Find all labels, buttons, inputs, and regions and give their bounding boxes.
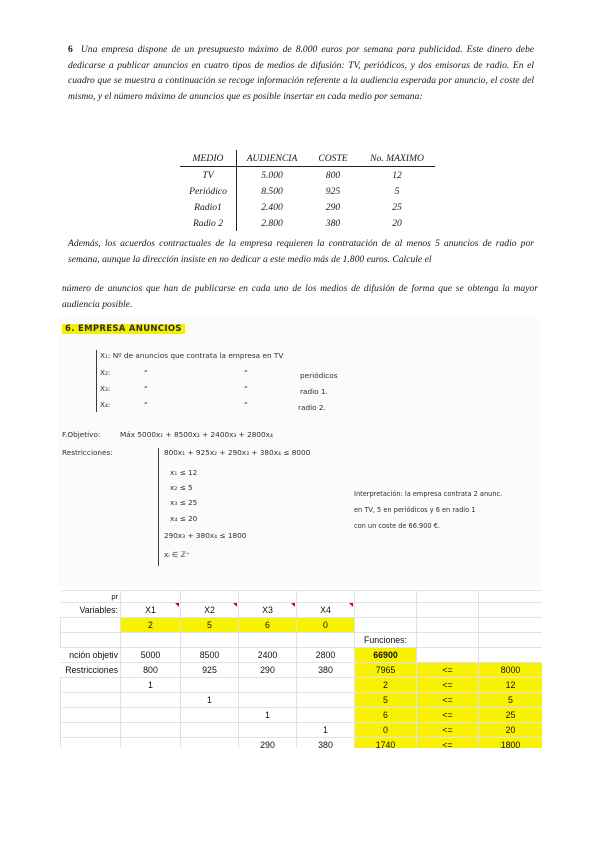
sheet-row (61, 693, 543, 708)
variable-line: X₄: (100, 400, 111, 409)
sheet-cell[interactable] (181, 591, 239, 603)
variables-label[interactable]: Variables: (61, 603, 121, 618)
sheet-cell[interactable]: 290 (239, 663, 297, 678)
sheet-row (61, 648, 543, 663)
interpretation-line: con un coste de 66.900 €. (354, 522, 441, 530)
sheet-cell[interactable] (297, 591, 355, 603)
cell-coste: 925 (325, 185, 341, 197)
sheet-cell[interactable] (479, 633, 543, 648)
sheet-cell[interactable] (181, 678, 239, 693)
cell-audiencia: 2.800 (261, 217, 283, 229)
table-row (180, 167, 435, 184)
restriction-line: 800x₁ + 925x₂ + 290x₃ + 380x₄ ≤ 8000 (164, 448, 311, 457)
sheet-cell[interactable] (417, 633, 479, 648)
restrictions-brace (158, 448, 159, 566)
problem-text-final: número de anuncios que han de publicarse en cada uno de los medios de difusión de forma que se obtenga la mayor audiencia posible. (62, 283, 538, 310)
table-row (180, 199, 435, 215)
sheet-cell[interactable] (479, 603, 543, 618)
restrictions-label[interactable]: Restricciones (61, 663, 121, 678)
solution-x1[interactable]: 2 (121, 618, 181, 633)
cell-maximo: 20 (392, 217, 402, 229)
sheet-cell[interactable]: 380 (297, 738, 355, 749)
sheet-cell[interactable] (61, 678, 121, 693)
sheet-row (61, 603, 543, 618)
sheet-cell[interactable]: 1 (297, 723, 355, 738)
sheet-row (61, 708, 543, 723)
restrictions-label: Restricciones: (62, 448, 113, 457)
cell-medio: Periódico (180, 183, 237, 199)
constraint-rhs[interactable]: 5 (479, 693, 543, 708)
ditto-mark: " (144, 400, 148, 409)
header-x2[interactable]: X2 (181, 603, 239, 618)
sheet-cell[interactable] (355, 591, 417, 603)
constraint-operator[interactable]: <= (417, 738, 479, 749)
interpretation-line: Interpretación: la empresa contrata 2 anunc. (354, 490, 503, 498)
ditto-mark: " (244, 384, 248, 393)
sheet-cell[interactable] (181, 738, 239, 749)
functions-label[interactable]: Funciones: (355, 633, 417, 648)
sheet-cell[interactable] (239, 693, 297, 708)
handwritten-solution (58, 318, 540, 586)
sheet-cell[interactable] (61, 633, 121, 648)
variable-tail: periódicos (300, 371, 338, 380)
problem-text-continued: Además, los acuerdos contractuales de la empresa requieren la contratación de al menos 5 anuncios de radio por semana, aunque la dirección insiste en no dedicar a este medio más de 1.800 euros. Calcule el (68, 238, 534, 265)
spreadsheet (60, 590, 542, 748)
table-row (180, 183, 435, 199)
variable-line: X₃: (100, 384, 111, 393)
variable-tail: radio 1. (300, 387, 328, 396)
sheet-cell[interactable]: 2800 (297, 648, 355, 663)
sheet-cell[interactable] (355, 603, 417, 618)
comment-marker-icon[interactable] (349, 603, 353, 607)
col-header-coste: COSTE (307, 150, 359, 167)
sheet-cell[interactable] (61, 708, 121, 723)
comment-marker-icon[interactable] (175, 603, 179, 607)
sheet-row (61, 723, 543, 738)
sheet-cell[interactable] (121, 738, 181, 749)
restriction-line: 290x₃ + 380x₄ ≤ 1800 (164, 531, 247, 540)
sheet-cell[interactable]: 5000 (121, 648, 181, 663)
restriction-line: x₄ ≤ 20 (170, 514, 198, 523)
sheet-cell[interactable] (297, 678, 355, 693)
sheet-cell[interactable]: 1 (121, 678, 181, 693)
objective-value[interactable]: 66900 (355, 648, 417, 663)
cell-audiencia: 5.000 (261, 169, 283, 181)
cell-coste: 800 (325, 169, 341, 181)
constraint-lhs[interactable]: 2 (355, 678, 417, 693)
sheet-cell[interactable] (479, 591, 543, 603)
sheet-cell[interactable] (61, 693, 121, 708)
constraint-lhs[interactable]: 7965 (355, 663, 417, 678)
sheet-cell[interactable] (121, 723, 181, 738)
sheet-cell[interactable] (297, 693, 355, 708)
restriction-line: x₃ ≤ 25 (170, 498, 198, 507)
comment-marker-icon[interactable] (233, 603, 237, 607)
sheet-cell[interactable] (417, 648, 479, 663)
sheet-cell[interactable]: 380 (297, 663, 355, 678)
restriction-line: xᵢ ∈ ℤ⁺ (164, 550, 190, 559)
constraint-lhs[interactable]: 0 (355, 723, 417, 738)
interpretation-line: en TV, 5 en periódicos y 6 en radio 1 (354, 506, 476, 514)
header-x1[interactable]: X1 (121, 603, 181, 618)
sheet-cell[interactable] (181, 708, 239, 723)
sheet-cell[interactable] (239, 591, 297, 603)
sheet-cell[interactable]: 290 (239, 738, 297, 749)
cell-medio: TV (180, 167, 237, 184)
cell-maximo: 12 (392, 169, 402, 181)
sheet-cell[interactable] (479, 618, 543, 633)
sheet-cell[interactable] (121, 693, 181, 708)
constraint-operator[interactable]: <= (417, 678, 479, 693)
cell-medio: Radio1 (180, 199, 237, 215)
sheet-cell[interactable] (239, 723, 297, 738)
sheet-cell[interactable] (297, 708, 355, 723)
variable-tail: radio 2. (298, 403, 326, 412)
restriction-line: x₁ ≤ 12 (170, 468, 198, 477)
constraint-lhs[interactable]: 5 (355, 693, 417, 708)
objective-function: Máx 5000x₁ + 8500x₂ + 2400x₃ + 2800x₄ (120, 430, 273, 439)
cell-coste: 290 (325, 201, 341, 213)
solution-x2[interactable]: 5 (181, 618, 239, 633)
sheet-cell[interactable]: 8500 (181, 648, 239, 663)
sheet-cell[interactable] (417, 603, 479, 618)
constraint-operator[interactable]: <= (417, 723, 479, 738)
sheet-cell[interactable] (61, 618, 121, 633)
constraint-rhs[interactable]: 20 (479, 723, 543, 738)
ditto-mark: " (144, 384, 148, 393)
sheet-cell[interactable] (61, 723, 121, 738)
ditto-mark: " (244, 400, 248, 409)
sheet-cell[interactable] (297, 633, 355, 648)
ditto-mark: " (144, 368, 148, 377)
constraint-lhs[interactable]: 6 (355, 708, 417, 723)
constraint-rhs[interactable]: 12 (479, 678, 543, 693)
solution-x4[interactable]: 0 (297, 618, 355, 633)
sheet-cell[interactable] (239, 633, 297, 648)
cell-medio: Radio 2 (180, 215, 237, 231)
table-row (180, 215, 435, 231)
sheet-cell[interactable] (121, 708, 181, 723)
cell-maximo: 5 (394, 185, 400, 197)
constraint-lhs[interactable]: 1740 (355, 738, 417, 749)
constraint-rhs[interactable]: 1800 (479, 738, 543, 749)
sheet-cell[interactable]: 1 (239, 708, 297, 723)
sheet-cell[interactable] (417, 618, 479, 633)
sheet-cell[interactable]: 1 (181, 693, 239, 708)
comment-marker-icon[interactable] (291, 603, 295, 607)
header-x4[interactable]: X4 (297, 603, 355, 618)
sheet-cell[interactable] (121, 633, 181, 648)
sheet-row (61, 738, 543, 749)
constraint-operator[interactable]: <= (417, 663, 479, 678)
objective-function-label[interactable]: nción objetiv (61, 648, 121, 663)
sheet-row (61, 591, 543, 603)
sheet-cell[interactable]: 925 (181, 663, 239, 678)
objective-label: F.Objetivo: (62, 430, 101, 439)
col-header-maximo: No. MAXIMO (359, 150, 435, 167)
media-table-header (180, 150, 435, 167)
problem-number: 6 (68, 44, 73, 55)
constraint-rhs[interactable]: 8000 (479, 663, 543, 678)
col-header-medio: MEDIO (180, 150, 237, 167)
media-table (180, 150, 435, 231)
header-x3[interactable]: X3 (239, 603, 297, 618)
sheet-cell[interactable]: 800 (121, 663, 181, 678)
cell-audiencia: 8.500 (261, 185, 283, 197)
sheet-cell[interactable] (61, 738, 121, 749)
cell-coste: 380 (325, 217, 341, 229)
col-header-audiencia: AUDIENCIA (237, 150, 308, 167)
cell-audiencia: 2.400 (261, 201, 283, 213)
constraint-operator[interactable]: <= (417, 708, 479, 723)
ditto-mark: " (244, 368, 248, 377)
constraint-operator[interactable]: <= (417, 693, 479, 708)
problem-statement (68, 42, 534, 104)
sheet-row (61, 678, 543, 693)
sheet-cell[interactable] (181, 633, 239, 648)
problem-text: Una empresa dispone de un presupuesto máximo de 8.000 euros por semana para publicidad. Este dinero debe dedicarse a publicar anuncios en cuatro tipos de medios de difusión: TV, periódicos, y dos emisoras de radio. En el cuadro que se muestra a continuación se recoge información referente a la audiencia esperada por anuncio, el coste del mismo, y el número máximo de anuncios que es posible insertar en cada medio por semana: (68, 44, 534, 102)
sheet-row (61, 663, 543, 678)
restriction-line: x₂ ≤ 5 (170, 483, 193, 492)
solution-heading: 6. EMPRESA ANUNCIOS (62, 324, 185, 334)
sheet-cell[interactable]: 2400 (239, 648, 297, 663)
sheet-cell[interactable] (479, 648, 543, 663)
cell-maximo: 25 (392, 201, 402, 213)
variable-line: X₁: Nº de anuncios que contrata la empresa en TV (100, 351, 284, 360)
sheet-cell[interactable] (239, 678, 297, 693)
sheet-cell[interactable] (181, 723, 239, 738)
solution-x3[interactable]: 6 (239, 618, 297, 633)
sheet-cell[interactable] (417, 591, 479, 603)
sheet-cell[interactable]: pr (61, 591, 121, 603)
variables-brace (96, 350, 97, 412)
sheet-row (61, 618, 543, 633)
variable-line: X₂: (100, 368, 111, 377)
sheet-cell[interactable] (121, 591, 181, 603)
sheet-cell[interactable] (355, 618, 417, 633)
constraint-rhs[interactable]: 25 (479, 708, 543, 723)
sheet-row (61, 633, 543, 648)
